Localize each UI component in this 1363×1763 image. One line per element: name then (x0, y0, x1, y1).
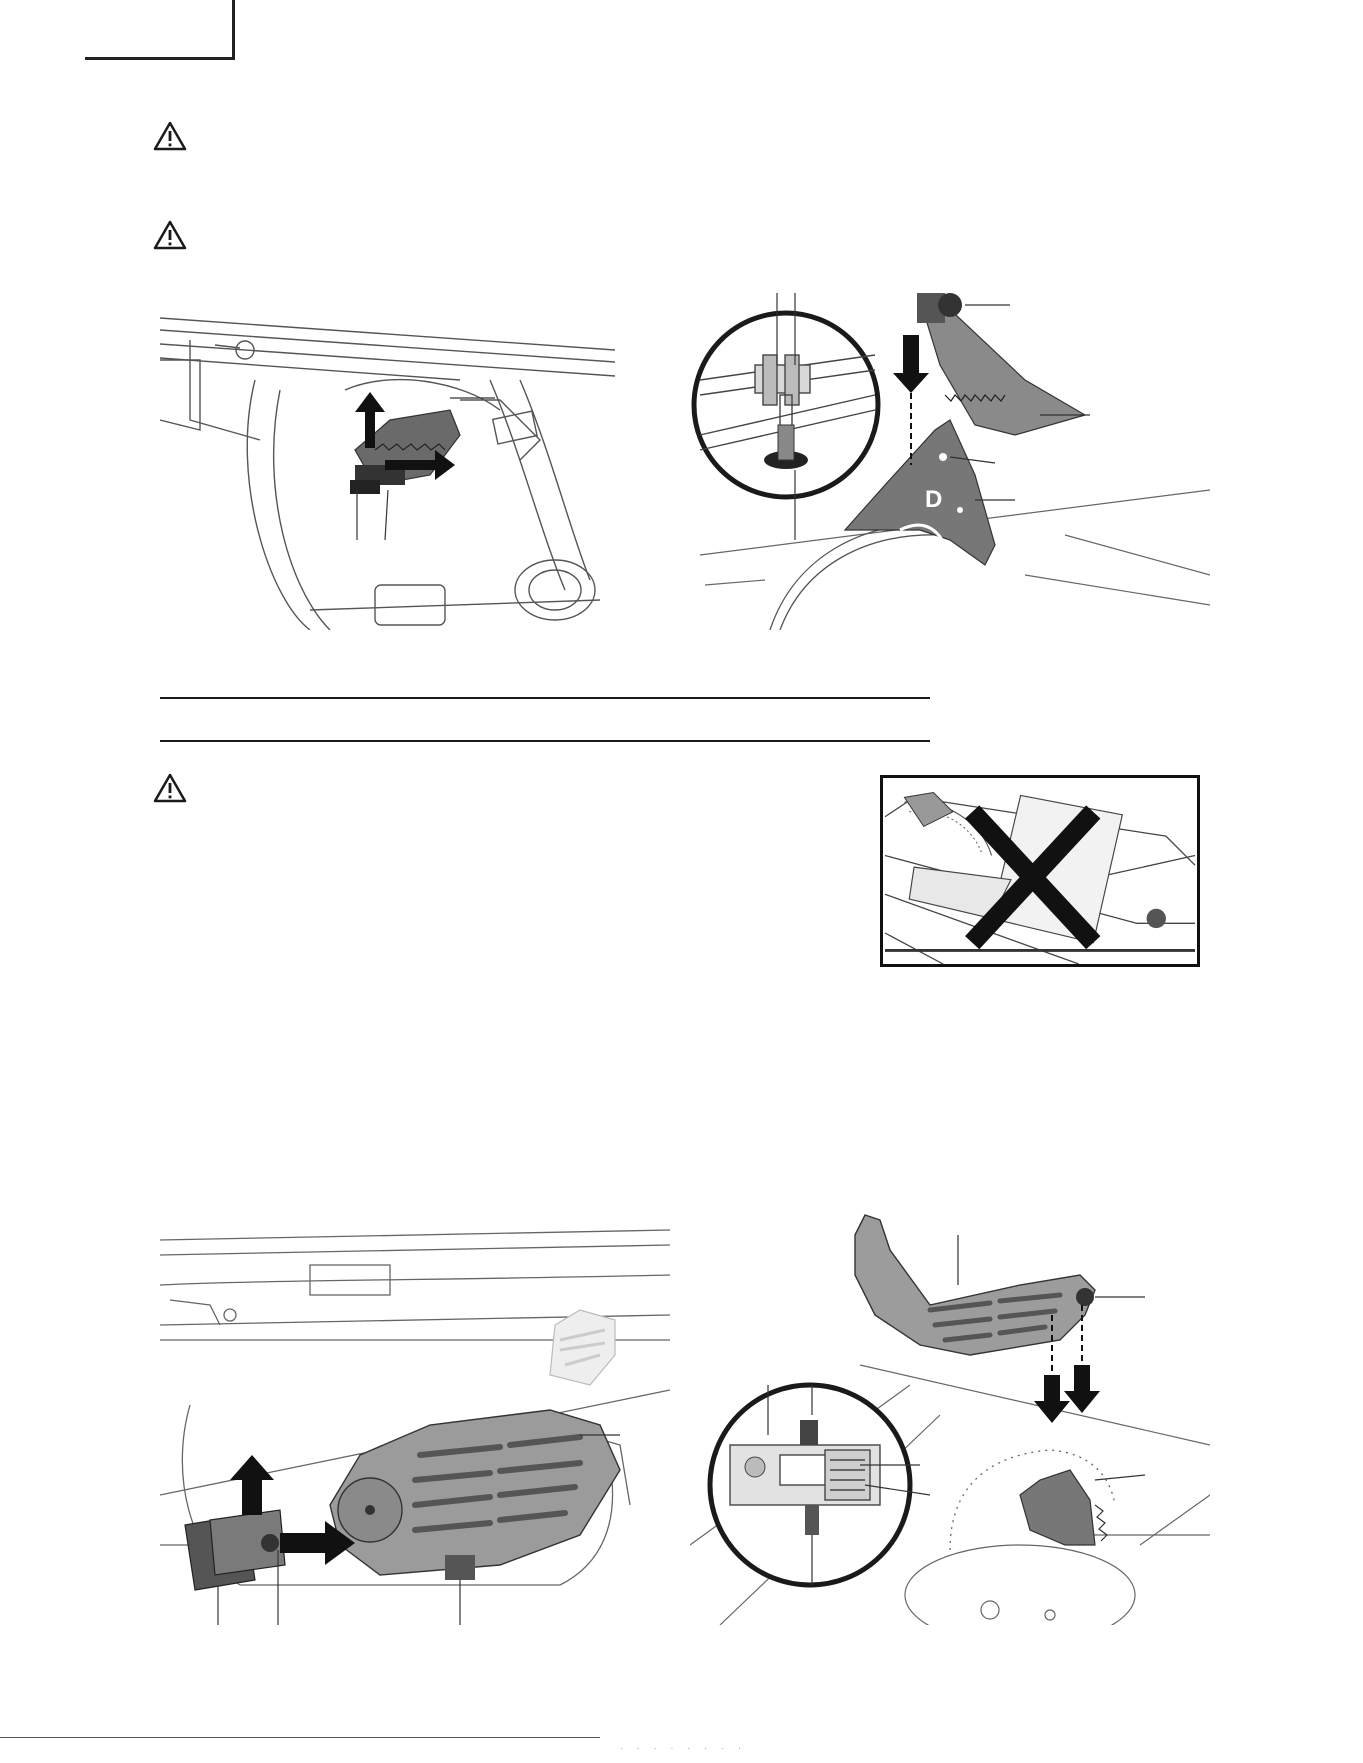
figure-guard-removal (160, 1225, 670, 1625)
footer-marks: · · · · · · · · (620, 1744, 747, 1753)
warning-icon (153, 220, 187, 250)
footer-rule (0, 1737, 600, 1738)
figure-prohibited (880, 775, 1200, 967)
figure-knife-install (685, 285, 1210, 630)
figure-guard-install (690, 1205, 1210, 1625)
warning-icon (153, 121, 187, 151)
page-corner-tab (85, 0, 235, 60)
warning-icon (153, 773, 187, 803)
section-rule (160, 740, 930, 742)
figure-knife-release (160, 300, 615, 630)
section-rule (160, 697, 930, 699)
callout-letter-d: D (925, 486, 943, 513)
